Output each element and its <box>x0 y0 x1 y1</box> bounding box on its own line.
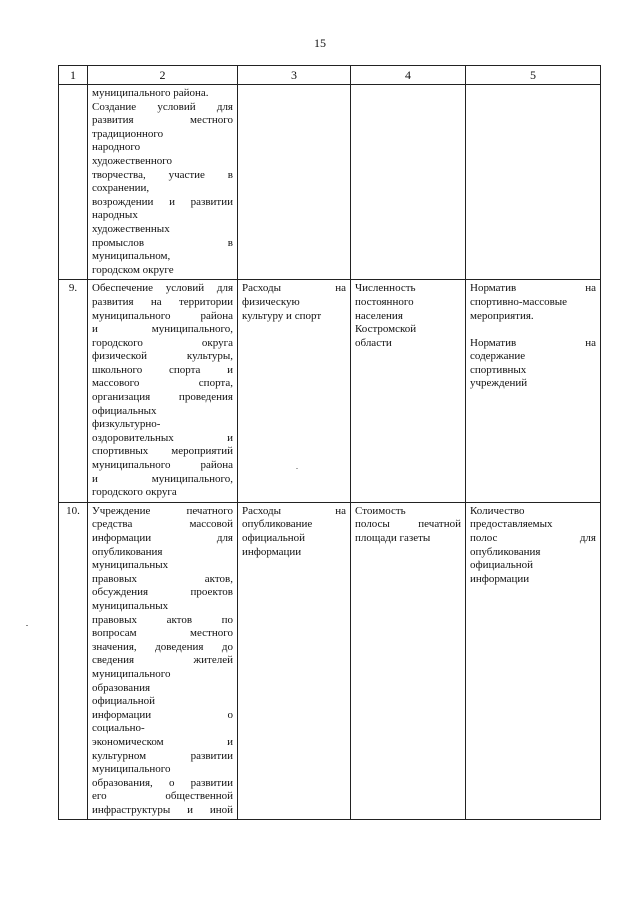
cell-text-line: Расходы на <box>242 282 346 295</box>
cell-text-line: Численность <box>355 282 416 295</box>
cell-text-line: сведения жителей <box>92 654 233 667</box>
cell-text-line: художественных <box>92 222 170 235</box>
row-number-cell: 10. <box>59 502 88 820</box>
cell-text-line: официальной <box>470 559 534 572</box>
cell-text-line: физической культуры, <box>92 350 233 363</box>
cell-text-line: промыслов в <box>92 236 233 249</box>
cell-text-line: социально- <box>92 722 145 735</box>
indicator-cell <box>351 85 466 280</box>
column-header-5: 5 <box>466 66 601 85</box>
cell-text-line: информации о <box>92 708 233 721</box>
cell-text-line <box>470 323 596 337</box>
cell-text-line: Обеспечение условий для <box>92 282 233 295</box>
cell-text-line: городского округа <box>92 336 233 349</box>
cell-text-line: правовых актов по <box>92 613 233 626</box>
cell-text-line: физическую <box>242 295 300 308</box>
table-row-10 <box>59 502 601 820</box>
cell-text-line: школьного спорта и <box>92 363 233 376</box>
cell-text-line: массового спорта, <box>92 377 233 390</box>
scan-speck <box>26 625 28 626</box>
scan-speck <box>296 468 298 469</box>
row-number-cell: 9. <box>59 280 88 503</box>
cell-text-line: культуру и спорт <box>242 309 322 322</box>
cell-text-line: Стоимость <box>355 504 406 517</box>
cell-text-line: традиционного <box>92 127 164 140</box>
cell-text-line: возрождении и развитии <box>92 195 233 208</box>
cell-text-line: городском округе <box>92 263 174 276</box>
expense-cell <box>238 502 351 820</box>
cell-text-line: муниципального района. <box>92 87 209 99</box>
cell-text-line: физкультурно- <box>92 418 161 431</box>
table-row-9 <box>59 280 601 503</box>
cell-text-line: содержание <box>470 350 526 363</box>
document-table <box>58 65 601 820</box>
cell-text-line: учреждений <box>470 377 528 390</box>
cell-text-line: экономическом и <box>92 735 233 748</box>
authority-cell <box>88 85 238 280</box>
cell-text-line: опубликование <box>242 518 313 531</box>
column-header-3: 3 <box>238 66 351 85</box>
cell-text-line: информации <box>470 572 530 585</box>
cell-text-line: полосы печатной <box>355 518 461 531</box>
cell-text-line: Создание условий для <box>92 100 233 113</box>
cell-text-line: Учреждение печатного <box>92 504 233 517</box>
cell-text-line: муниципального <box>92 667 171 680</box>
cell-text-line: инфраструктуры и иной <box>92 803 233 816</box>
cell-text-line: развития на территории <box>92 295 233 308</box>
indicator-cell <box>351 280 466 503</box>
cell-text-line: площади газеты <box>355 532 431 544</box>
cell-text-line: народного <box>92 141 141 154</box>
cell-text-line: значения, доведения до <box>92 640 233 653</box>
cell-text-line: и муниципального, <box>92 323 233 336</box>
cell-text-line: организация проведения <box>92 391 233 404</box>
column-header-1: 1 <box>59 66 88 85</box>
cell-text-line: информации для <box>92 532 233 544</box>
cell-text-line: вопросам местного <box>92 627 233 640</box>
cell-text-line: его общественной <box>92 790 233 803</box>
cell-text-line: муниципального района <box>92 459 233 472</box>
norm-cell <box>466 280 601 503</box>
expense-cell <box>238 280 351 503</box>
cell-text-line: спортивных <box>470 363 527 376</box>
cell-text-line: творчества, участие в <box>92 168 233 181</box>
cell-text-line: оздоровительных и <box>92 431 233 444</box>
column-header-4: 4 <box>351 66 466 85</box>
cell-text-line: официальной <box>242 532 306 544</box>
cell-text-line: Костромской <box>355 323 417 336</box>
expense-cell <box>238 85 351 280</box>
cell-text-line: правовых актов, <box>92 572 233 585</box>
cell-text-line: муниципального <box>92 763 171 776</box>
authority-cell <box>88 502 238 820</box>
indicator-cell <box>351 502 466 820</box>
cell-text-line: Количество <box>470 504 525 517</box>
table-header-row <box>59 66 601 85</box>
row-number-cell <box>59 85 88 280</box>
authority-cell <box>88 280 238 503</box>
cell-text-line: информации <box>242 545 302 558</box>
cell-text-line: постоянного <box>355 295 414 308</box>
cell-text-line: образования <box>92 681 151 694</box>
cell-text-line: спортивно-массовые <box>470 295 568 308</box>
norm-cell <box>466 85 601 280</box>
column-header-2: 2 <box>88 66 238 85</box>
cell-text-line: муниципального района <box>92 309 233 322</box>
cell-text-line: муниципальных <box>92 599 169 612</box>
cell-text-line: Расходы на <box>242 504 346 517</box>
cell-text-line: предоставляемых <box>470 518 553 531</box>
cell-text-line: официальной <box>92 695 156 708</box>
cell-text-line: городского округа <box>92 486 177 499</box>
cell-text-line: народных <box>92 209 138 222</box>
cell-text-line: развития местного <box>92 114 233 127</box>
page-number: 15 <box>314 36 326 50</box>
cell-text-line: мероприятия. <box>470 309 534 322</box>
cell-text-line: опубликования <box>470 545 541 558</box>
cell-text-line: опубликования <box>92 545 163 558</box>
cell-text-line: культурном развитии <box>92 749 233 762</box>
cell-text-line: сохранении, <box>92 182 150 195</box>
cell-text-line: образования, о развитии <box>92 776 233 789</box>
table-row-continuation <box>59 85 601 280</box>
cell-text-line: муниципальном, <box>92 250 171 263</box>
norm-cell <box>466 502 601 820</box>
cell-text-line: муниципальных <box>92 559 169 572</box>
cell-text-line: Норматив на <box>470 282 596 295</box>
cell-text-line: области <box>355 336 392 349</box>
cell-text-line: средства массовой <box>92 518 233 531</box>
cell-text-line: спортивных мероприятий <box>92 445 233 458</box>
cell-text-line: обсуждения проектов <box>92 586 233 599</box>
cell-text-line: Норматив на <box>470 336 596 349</box>
cell-text-line: и муниципального, <box>92 472 233 485</box>
cell-text-line: художественного <box>92 154 173 167</box>
cell-text-line: официальных <box>92 404 157 417</box>
cell-text-line: населения <box>355 309 403 322</box>
cell-text-line: полос для <box>470 532 596 544</box>
